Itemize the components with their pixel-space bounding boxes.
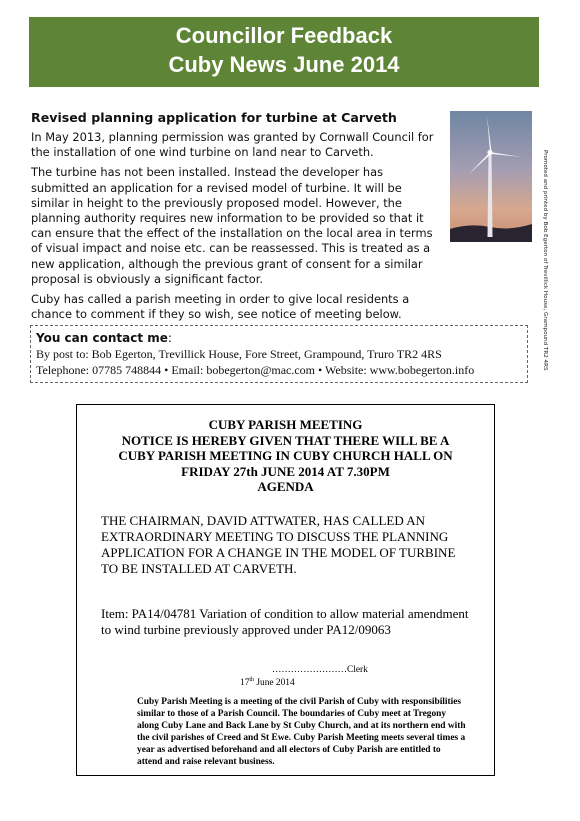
article-paragraph: Cuby has called a parish meeting in order to give local residents a chance to comment if they so wish, see notice of meeting below.	[31, 292, 410, 322]
side-credit	[537, 150, 551, 400]
banner-title: Councillor Feedback	[175, 23, 393, 48]
notice-date-day: 17	[240, 678, 250, 689]
side-credit-text: Promoted and printed by Bob Egerton of Trevillick House, Grampound TR2 4RS	[542, 150, 548, 371]
notice-footer: Cuby Parish Meeting is a meeting of the civil Parish of Cuby with responsibilities similar to those of a Parish Council. The boundaries of Cuby meet at Tregony along Cuby Lane and Back Lane by St Cuby Church, and at its northern end with the civil parishes of Creed and St Ewe. Cuby Parish Meeting meets several times a year as advertised beforehand and all electors of Cuby Parish are entitled to attend and raise relevant business.	[137, 697, 466, 767]
newsletter-banner	[29, 17, 539, 87]
agenda-item: Item: PA14/04781 Variation of condition to allow material amendment to wind turbine previously approved under PA12/09063	[101, 606, 469, 637]
notice-heading-line: NOTICE IS HEREBY GIVEN THAT THERE WILL BE A	[121, 432, 450, 448]
clerk-signature: ……………………Clerk	[272, 665, 368, 675]
notice-heading	[77, 417, 494, 495]
contact-heading-text: You can contact me	[36, 331, 168, 345]
notice-date-suffix: th	[249, 677, 255, 683]
contact-heading	[36, 330, 527, 346]
wind-turbine-photo	[450, 111, 532, 242]
notice-date-rest: June 2014	[254, 678, 295, 689]
notice-heading-line: AGENDA	[257, 479, 314, 495]
contact-post: By post to: Bob Egerton, Trevillick House, Fore Street, Grampound, Truro TR2 4RS	[36, 347, 442, 361]
notice-body: THE CHAIRMAN, DAVID ATTWATER, HAS CALLED AN EXTRAORDINARY MEETING TO DISCUSS THE PLANNING APPLICATION FOR A CHANGE IN THE MODEL OF TURBINE TO BE INSTALLED AT CARVETH.	[101, 513, 456, 576]
meeting-notice	[76, 404, 495, 776]
notice-heading-line: FRIDAY 27th JUNE 2014 AT 7.30PM	[181, 463, 390, 479]
contact-heading-colon: :	[167, 331, 172, 345]
notice-heading-line: CUBY PARISH MEETING	[208, 417, 363, 432]
banner-subtitle: Cuby News June 2014	[168, 52, 400, 77]
contact-box	[30, 325, 528, 383]
article-body	[31, 130, 441, 327]
article-title: Revised planning application for turbine at Carveth	[31, 110, 397, 125]
article-paragraph: The turbine has not been installed. Instead the developer has submitted an application for a revised model of turbine. It will be similar in height to the previously proposed model. However, the planning authority requires new information to be provided so that it can ensure that the effect of the installation on the local area in terms of visual impact and noise etc. can be reassessed. This is treated as a new application, although the previous grant of consent for a similar proposal is obviously a significant factor.	[31, 165, 433, 286]
wind-turbine-icon	[450, 111, 532, 242]
notice-date	[240, 677, 295, 688]
notice-heading-line: CUBY PARISH MEETING IN CUBY CHURCH HALL ON	[118, 448, 453, 464]
article-paragraph: In May 2013, planning permission was granted by Cornwall Council for the installation of one wind turbine on land near to Carveth.	[31, 130, 434, 160]
contact-phone-email-web: Telephone: 07785 748844 • Email: bobegerton@mac.com • Website: www.bobegerton.info	[36, 363, 475, 377]
